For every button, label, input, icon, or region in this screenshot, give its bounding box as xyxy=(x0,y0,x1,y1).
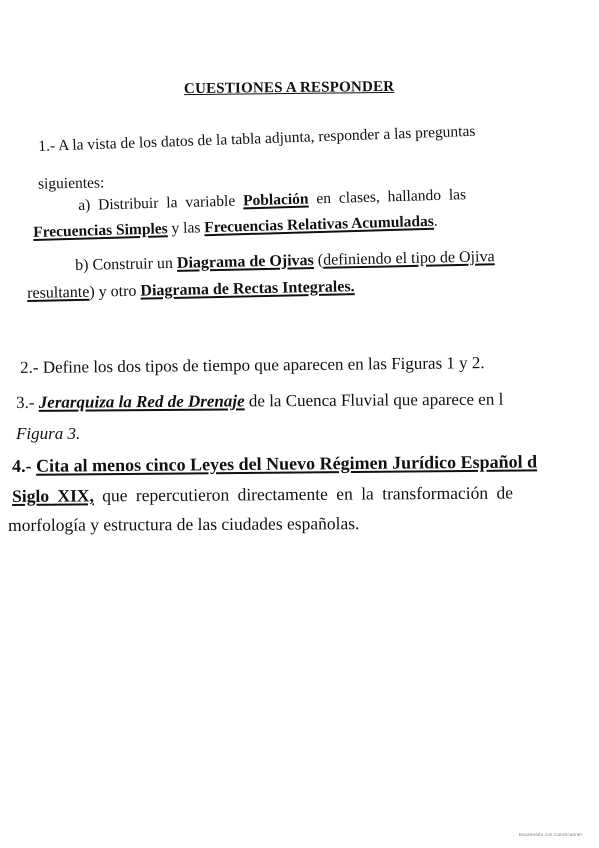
term-resultante: resultante xyxy=(27,283,90,302)
page-title: CUESTIONES A RESPONDER xyxy=(183,78,395,98)
question-3-line-2: Figura 3. xyxy=(16,424,81,443)
question-1a-line-2 xyxy=(33,213,438,242)
term-poblacion: Población xyxy=(242,190,309,210)
question-1-intro-cont: siguientes: xyxy=(37,174,105,193)
term-frecuencias-simples: Frecuencias Simples xyxy=(33,220,168,241)
term-frecuencias-relativas: Frecuencias Relativas Acumuladas xyxy=(203,212,435,237)
question-4-line-3: morfología y estructura de las ciudades españolas. xyxy=(8,513,360,535)
term-tipo-ojiva: definiendo el tipo de Ojiva xyxy=(322,248,495,269)
term-diagrama-ojivas: Diagrama de Ojivas xyxy=(176,252,314,272)
term-siglo-xix: Siglo XIX, xyxy=(12,485,94,506)
question-3-rest: de la Cuenca Fluvial que aparece en l xyxy=(244,389,504,411)
question-4-line-2 xyxy=(12,483,513,507)
question-1a-prefix: a) Distribuir la variable xyxy=(78,192,244,214)
question-1b-mid2: ) y otro xyxy=(89,282,141,301)
term-rectas-integrales: Diagrama de Rectas Integrales. xyxy=(140,278,355,300)
question-3-prefix: 3.- xyxy=(16,392,39,412)
question-4-prefix: 4.- xyxy=(12,455,37,476)
question-4-rest: que repercutieron directamente en la transformación de xyxy=(93,482,514,506)
question-1a-mid2: y las xyxy=(167,219,205,238)
question-1a-end: . xyxy=(433,212,438,230)
term-leyes: Cita al menos cinco Leyes del Nuevo Régimen Jurídico Español d xyxy=(35,451,538,476)
question-1-intro: 1.- A la vista de los datos de la tabla adjunta, responder a las preguntas xyxy=(38,122,476,155)
term-red-drenaje: Jerarquiza la Red de Drenaje xyxy=(38,391,245,412)
question-1a-line-1 xyxy=(78,186,466,215)
question-1b-line-1 xyxy=(75,248,495,275)
question-1b-line-2 xyxy=(27,278,355,303)
question-1b-paren: ( xyxy=(313,251,324,269)
question-4-line-1 xyxy=(12,451,537,477)
question-1b-prefix: b) Construir un xyxy=(75,254,178,274)
question-1a-mid: en clases, hallando las xyxy=(308,186,467,208)
question-2: 2.- Define los dos tipos de tiempo que aparecen en las Figuras 1 y 2. xyxy=(20,353,485,377)
scanner-watermark: Escaneado con CamScanner xyxy=(519,832,583,837)
question-3-line-1 xyxy=(16,390,503,413)
